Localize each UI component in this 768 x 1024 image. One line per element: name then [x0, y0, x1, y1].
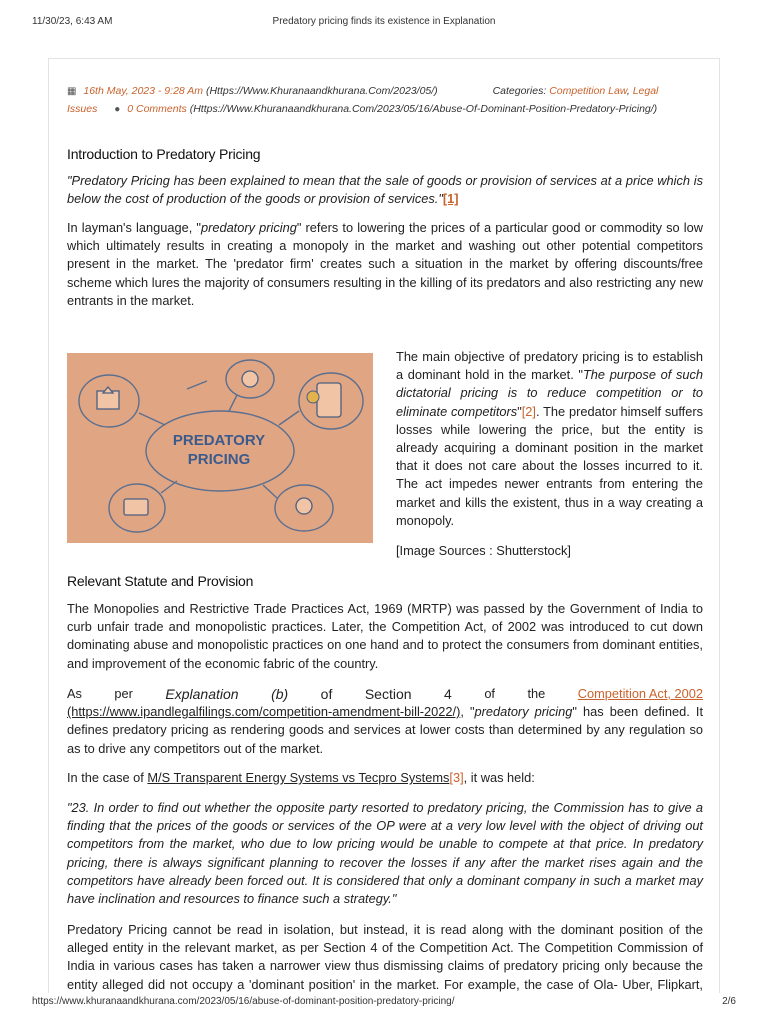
- predatory-pricing-image: [67, 353, 373, 543]
- calendar-icon: ▦: [67, 86, 77, 97]
- statute-paragraph-1: The Monopolies and Restrictive Trade Practices Act, 1969 (MRTP) was passed by the Government of India to curb unfair trade and monopolistic practices. Later, the Competition Act, of 2002 was introduced to cut down dominating abuse and monopolistic practices on one hand and to protect the consumers from dominant entities, and improvement of the economic fabric of the country.: [67, 601, 703, 671]
- case-quote: "23. In order to find out whether the opposite party resorted to predatory pricing, the Commission has to give a finding that the prices of the goods or services of the OP were at a very low level with the object of driving out competitors from the market, who due to low pricing would be unable to compete at that price. In predatory pricing, there is always significant planning to recover the losses if any after the market rises again and the competitors have already been forced out. It is considered that only a dominant company in such a market may have inclination and resources to finance such a strategy.": [67, 800, 703, 907]
- article-card: [48, 58, 720, 993]
- comments-link[interactable]: 0 Comments: [127, 102, 187, 115]
- image-text-line1: PREDATORY: [172, 432, 266, 449]
- image-source: [Image Sources : Shutterstock]: [396, 543, 571, 559]
- print-header: [0, 16, 768, 30]
- post-meta: ▦ 16th May, 2023 - 9:28 Am (Https://Www.Khuranaandkhurana.Com/2023/05/) Categories: Competition Law, Legal Issues ● 0 Comments (Https://Www.Khuranaandkhurana.Com/2023/05/16/Abuse-Of-Dominant-Position-Predatory-Pricing/): [67, 83, 703, 118]
- comments-url: (Https://Www.Khuranaandkhurana.Com/2023/05/16/Abuse-Of-Dominant-Position-Predatory-Pricing/): [189, 102, 658, 115]
- statute-paragraph-2: As per Explanation (b) of Section 4 of the Competition Act, 2002 (https://www.ipandlegalfilings.com/competition-amendment-bill-2022/), "predatory pricing" has been defined. It defines predatory pricing as rendering goods and services at lower costs than determined by any regulation so as to drive any competitors out of the market.: [67, 686, 703, 756]
- article-content: [67, 83, 704, 992]
- page-number: 2/6: [722, 996, 736, 1007]
- comment-icon: ●: [114, 103, 121, 115]
- ref-2-link[interactable]: [2]: [521, 403, 536, 419]
- print-footer-url: https://www.khuranaandkhurana.com/2023/05/16/abuse-of-dominant-position-predatory-pricing/: [32, 996, 455, 1007]
- side-paragraph: The main objective of predatory pricing is to establish a dominant hold in the market. "The purpose of such dictatorial pricing is to reduce competition or to eliminate competitors"[2]. The predator himself suffers losses while lowering the price, but the entity is already acquiring a dominant position in the market that it does not care about the losses incurred to it. The act impedes newer entrants from entering the market and kills the existent, thus in a way creating a monopoly.: [396, 349, 703, 528]
- date-link[interactable]: 16th May, 2023 - 9:28 Am: [83, 85, 204, 97]
- statute-paragraph-3: In the case of M/S Transparent Energy Systems vs Tecpro Systems[3], it was held:: [67, 770, 535, 785]
- case-link[interactable]: M/S Transparent Energy Systems vs Tecpro Systems: [147, 770, 450, 785]
- intro-paragraph: In layman's language, "predatory pricing" refers to lowering the prices of a particular good or commodity so low which ultimately results in creating a monopoly in the market and washing out other potential competitors present in the market. The 'predator firm' creates such a situation in the market by offering discounts/free scheme which lures the majority of consumers resulting in the killing of its predators and also restricting any new entrants in the market.: [67, 220, 704, 308]
- print-title: Predatory pricing finds its existence in Explanation: [272, 16, 496, 27]
- categories-label: Categories:: [492, 85, 547, 97]
- ref-3-link[interactable]: [3]: [449, 770, 464, 785]
- intro-heading: Introduction to Predatory Pricing: [67, 146, 261, 162]
- statute-paragraph-4: Predatory Pricing cannot be read in isolation, but instead, it is read along with the dominant position of the alleged entity in the relevant market, as per Section 4 of the Competition Act. The Competition Commission of India in various cases has taken a narrower view thus dismissing claims of predatory pricing only because the entity alleged did not occupy a 'dominant position' in the market. For example, the case of Ola- Uber, Flipkart,: [67, 922, 703, 992]
- print-datetime: 11/30/23, 6:43 AM: [32, 16, 113, 27]
- ref-1-link[interactable]: [1]: [442, 191, 459, 207]
- category-legal-issues-cont[interactable]: Issues: [67, 102, 98, 115]
- side-text-block: [396, 348, 703, 560]
- intro-quote: "Predatory Pricing has been explained to mean that the sale of goods or provision of services at a price which is below the cost of production of the goods or provision of services."[1]: [67, 173, 703, 207]
- statute-heading: Relevant Statute and Provision: [67, 573, 254, 589]
- image-text-line2: PRICING: [187, 451, 251, 468]
- competition-act-url[interactable]: (https://www.ipandlegalfilings.com/competition-amendment-bill-2022/): [67, 704, 461, 720]
- date-url: (Https://Www.Khuranaandkhurana.Com/2023/05/): [205, 85, 438, 97]
- category-legal-issues[interactable]: Legal: [632, 85, 659, 97]
- competition-act-link[interactable]: Competition Act, 2002: [577, 686, 703, 701]
- category-competition-law[interactable]: Competition Law: [549, 85, 627, 97]
